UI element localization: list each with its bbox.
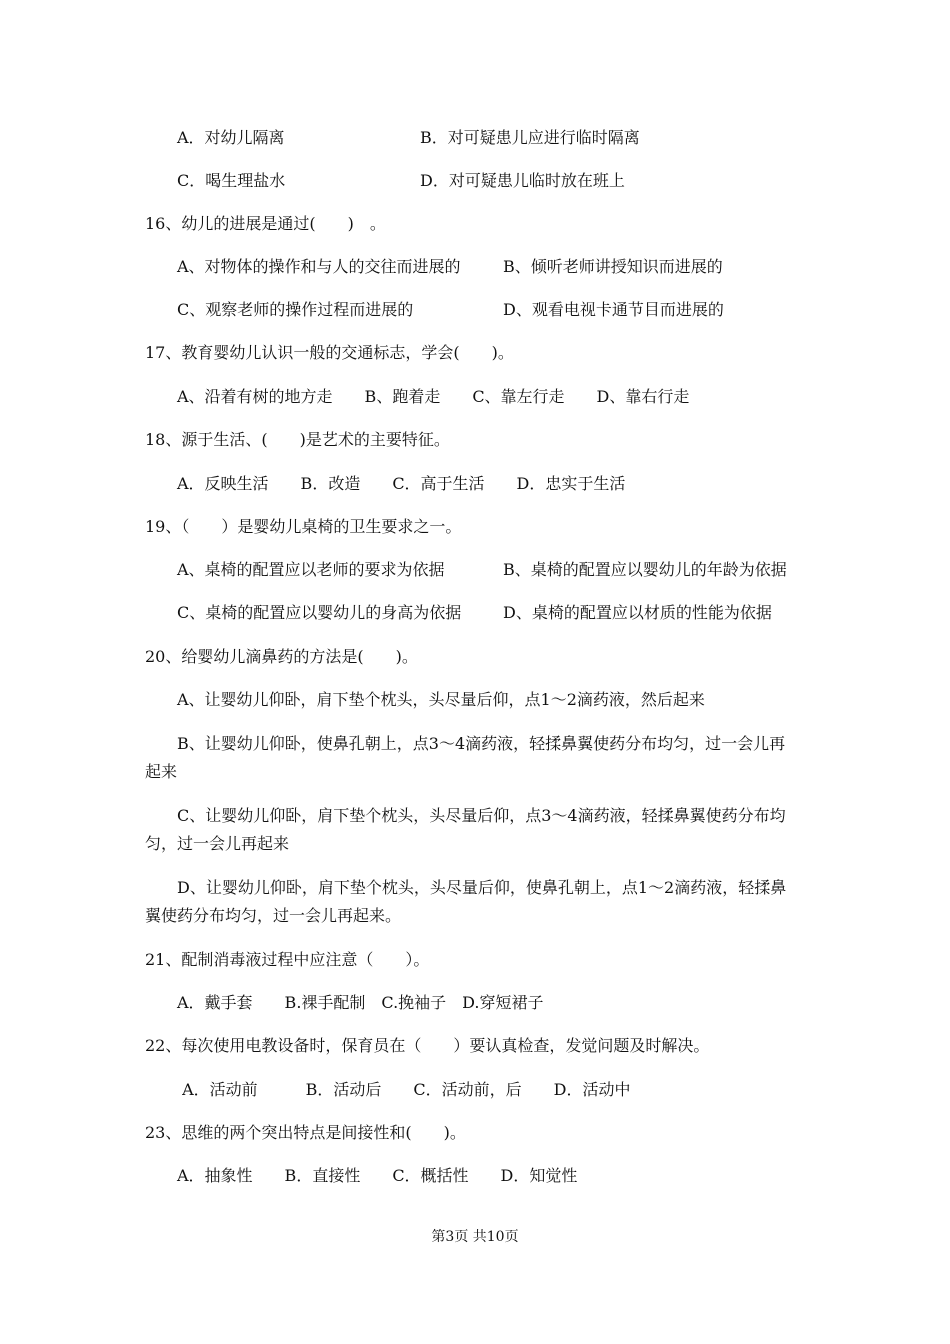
question-18-stem: 18、源于生活、( )是艺术的主要特征。	[145, 430, 450, 449]
question-20-option-a: A、让婴幼儿仰卧，肩下垫个枕头，头尽量后仰，点1～2滴药液，然后起来	[177, 690, 705, 709]
question-19-stem: 19、（ ）是婴幼儿桌椅的卫生要求之一。	[145, 517, 462, 536]
question-18-options: A．反映生活 B．改造 C．高于生活 D．忠实于生活	[177, 474, 626, 493]
question-23-stem: 23、思维的两个突出特点是间接性和( )。	[145, 1123, 466, 1142]
prev-option-a: A．对幼儿隔离	[177, 128, 285, 147]
question-21-stem: 21、配制消毒液过程中应注意（ ）。	[145, 950, 430, 969]
question-20-option-d-line2: 翼使药分布均匀，过一会儿再起来。	[145, 906, 402, 925]
question-19-option-c: C、桌椅的配置应以婴幼儿的身高为依据	[177, 603, 462, 622]
question-17-options: A、沿着有树的地方走 B、跑着走 C、靠左行走 D、靠右行走	[177, 387, 690, 406]
question-19-option-a: A、桌椅的配置应以老师的要求为依据	[177, 560, 445, 579]
question-22-options: A．活动前 B．活动后 C．活动前，后 D．活动中	[177, 1080, 631, 1099]
question-19-option-d: D、桌椅的配置应以材质的性能为依据	[503, 603, 772, 622]
question-16-option-a: A、对物体的操作和与人的交往而进展的	[177, 257, 461, 276]
question-16-option-c: C、观察老师的操作过程而进展的	[177, 300, 414, 319]
prev-option-b: B．对可疑患儿应进行临时隔离	[420, 128, 640, 147]
question-16-option-d: D、观看电视卡通节目而进展的	[503, 300, 724, 319]
question-20-option-b-line1: B、让婴幼儿仰卧，使鼻孔朝上，点3～4滴药液，轻揉鼻翼使药分布均匀，过一会儿再	[177, 734, 786, 753]
question-21-options: A．戴手套 B.裸手配制 C.挽袖子 D.穿短裙子	[177, 993, 544, 1012]
prev-option-c: C．喝生理盐水	[177, 171, 286, 190]
question-23-options: A．抽象性 B．直接性 C．概括性 D．知觉性	[177, 1166, 578, 1185]
question-20-option-d-line1: D、让婴幼儿仰卧，肩下垫个枕头，头尽量后仰，使鼻孔朝上，点1～2滴药液，轻揉鼻	[177, 878, 787, 897]
question-20-option-b-line2: 起来	[145, 762, 178, 781]
question-22-stem: 22、每次使用电教设备时，保育员在（ ）要认真检查，发觉问题及时解决。	[145, 1036, 710, 1055]
question-20-option-c-line1: C、让婴幼儿仰卧，肩下垫个枕头，头尽量后仰，点3～4滴药液，轻揉鼻翼使药分布均	[177, 806, 786, 825]
question-17-stem: 17、教育婴幼儿认识一般的交通标志，学会( )。	[145, 343, 514, 362]
prev-option-d: D．对可疑患儿临时放在班上	[420, 171, 625, 190]
question-20-stem: 20、给婴幼儿滴鼻药的方法是( )。	[145, 647, 418, 666]
page-number-footer: 第3页 共10页	[431, 1229, 519, 1245]
question-20-option-c-line2: 匀，过一会儿再起来	[145, 834, 290, 853]
question-16-option-b: B、倾听老师讲授知识而进展的	[503, 257, 723, 276]
question-19-option-b: B、桌椅的配置应以婴幼儿的年龄为依据	[503, 560, 787, 579]
question-16-stem: 16、幼儿的进展是通过( ) 。	[145, 214, 386, 233]
